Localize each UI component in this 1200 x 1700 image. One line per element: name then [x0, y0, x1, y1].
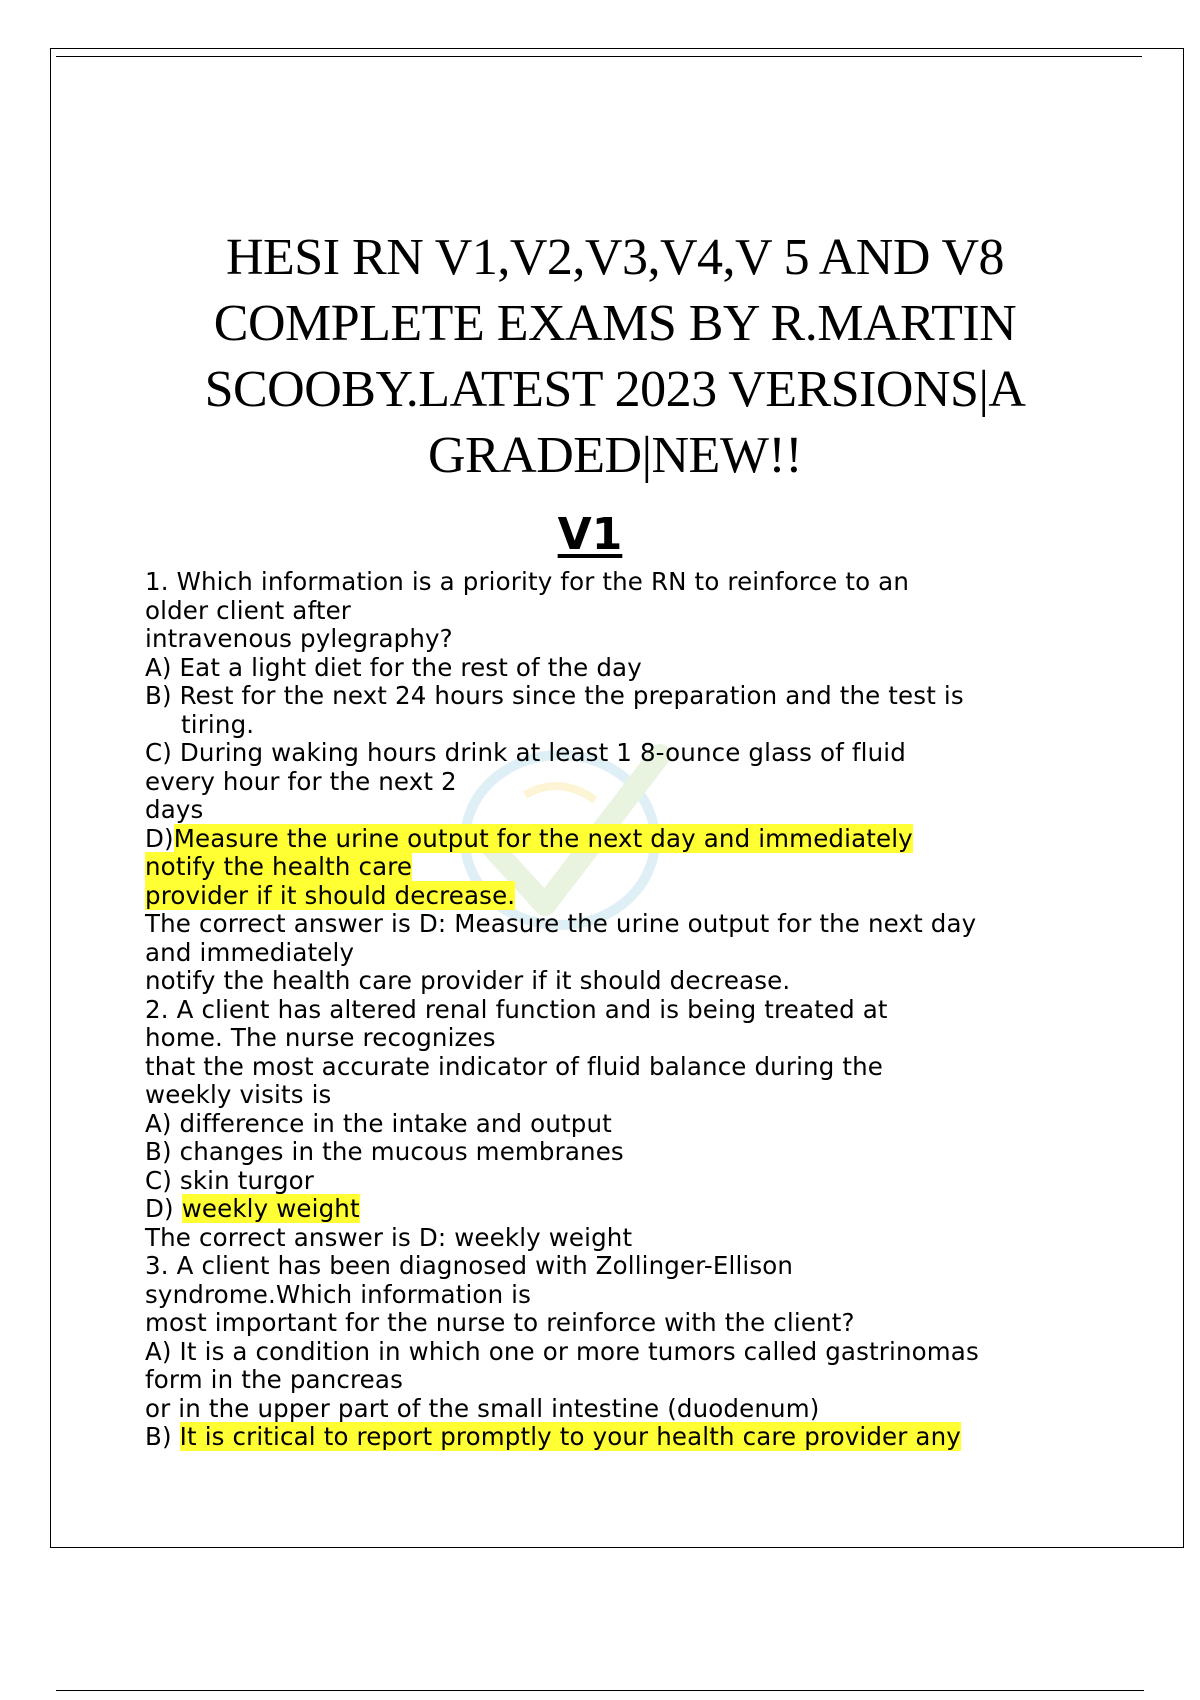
question-text: most important for the nurse to reinforce with the client?: [145, 1308, 855, 1337]
answer-option-highlighted: [145, 882, 1105, 911]
question-text: home. The nurse recognizes: [145, 1023, 496, 1052]
question-text: 2. A client has altered renal function and is being treated at: [145, 994, 888, 1024]
top-rule: [56, 56, 1142, 57]
exam-content: [145, 568, 1105, 1452]
document-title: [150, 225, 1080, 489]
question-text: weekly visits is: [145, 1080, 332, 1109]
question-text: 3. A client has been diagnosed with Zollinger-Ellison: [145, 1251, 794, 1280]
answer-option: tiring.: [181, 709, 255, 739]
option-letter: D): [145, 1194, 174, 1223]
answer-option: days: [145, 795, 204, 824]
option-letter: B): [145, 1422, 172, 1451]
answer-option: A) Eat a light diet for the rest of the day: [145, 652, 642, 682]
answer-option-highlighted: [145, 1423, 1105, 1452]
highlighted-answer: provider if it should decrease.: [145, 880, 516, 910]
question-text: that the most accurate indicator of fluid balance during the: [145, 1051, 884, 1081]
correct-answer-text: and immediately: [145, 937, 355, 967]
answer-option: B) Rest for the next 24 hours since the preparation and the test is: [145, 681, 964, 710]
answer-option: or in the upper part of the small intestine (duodenum): [145, 1393, 820, 1423]
answer-option-highlighted: [145, 825, 1105, 854]
correct-answer-text: notify the health care provider if it should decrease.: [145, 966, 791, 995]
title-line: SCOOBY.LATEST 2023 VERSIONS|A: [204, 361, 1026, 418]
answer-option-highlighted: [145, 853, 1105, 882]
question-text: 1. Which information is a priority for the RN to reinforce to an: [145, 567, 909, 596]
answer-option: A) It is a condition in which one or more tumors called gastrinomas: [145, 1336, 979, 1366]
highlighted-answer: notify the health care: [145, 852, 413, 881]
answer-option-highlighted: [145, 1195, 1105, 1224]
answer-option: C) During waking hours drink at least 1 8-ounce glass of fluid: [145, 738, 906, 767]
answer-option: B) changes in the mucous membranes: [145, 1137, 624, 1166]
highlighted-answer: weekly weight: [181, 1194, 360, 1223]
title-line: HESI RN V1,V2,V3,V4,V 5 AND V8: [225, 229, 1005, 286]
highlighted-answer: It is critical to report promptly to your health care provider any: [179, 1422, 961, 1451]
correct-answer-text: The correct answer is D: weekly weight: [145, 1222, 633, 1252]
question-text: syndrome.Which information is: [145, 1279, 532, 1309]
correct-answer-text: The correct answer is D: Measure the urine output for the next day: [145, 909, 977, 938]
option-letter: D): [145, 823, 174, 853]
answer-option: A) difference in the intake and output: [145, 1108, 612, 1138]
answer-option: every hour for the next 2: [145, 766, 457, 796]
question-text: older client after: [145, 595, 352, 625]
title-line: COMPLETE EXAMS BY R.MARTIN: [213, 295, 1017, 352]
title-line: GRADED|NEW!!: [427, 427, 803, 484]
section-heading: [510, 510, 670, 560]
section-heading-text: V1: [557, 509, 623, 560]
answer-option: form in the pancreas: [145, 1365, 403, 1394]
highlighted-answer: Measure the urine output for the next day and immediately: [173, 823, 913, 853]
answer-option: C) skin turgor: [145, 1165, 315, 1195]
question-text: intravenous pylegraphy?: [145, 624, 453, 653]
bottom-rule: [56, 1690, 1144, 1691]
